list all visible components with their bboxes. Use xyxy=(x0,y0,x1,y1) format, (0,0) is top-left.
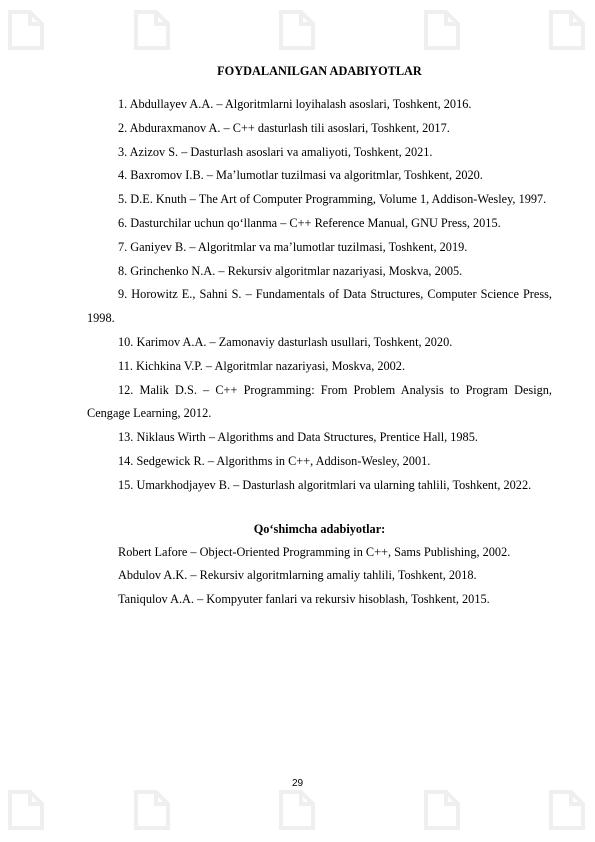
watermark-icon xyxy=(545,790,589,830)
page-number: 29 xyxy=(291,778,304,789)
list-item: 8. Grinchenko N.A. – Rekursiv algoritmlar nazariyasi, Moskva, 2005. xyxy=(118,263,463,278)
list-item: 13. Niklaus Wirth – Algorithms and Data Structures, Prentice Hall, 1985. xyxy=(118,430,478,445)
list-item: 15. Umarkhodjayev B. – Dasturlash algoritmlari va ularning tahlili, Toshkent, 2022. xyxy=(118,477,532,492)
watermark-icon xyxy=(275,790,319,830)
watermark-icon xyxy=(4,790,48,830)
list-item: 6. Dasturchilar uchun qo‘llanma – C++ Reference Manual, GNU Press, 2015. xyxy=(118,215,501,230)
list-item: 9. Horowitz E., Sahni S. – Fundamentals of Data Structures, Computer Science Press, 1998. xyxy=(87,287,552,326)
watermark-icon xyxy=(130,10,174,50)
list-item: Abdulov A.K. – Rekursiv algoritmlarning amaliy tahlili, Toshkent, 2018. xyxy=(118,568,477,583)
watermark-icon xyxy=(4,10,48,50)
list-item: 12. Malik D.S. – C++ Programming: From Problem Analysis to Program Design, Cengage Learning, 2012. xyxy=(87,382,552,421)
reference-list xyxy=(87,93,552,498)
list-item: 1. Abdullayev A.A. – Algoritmlarni loyihalash asoslari, Toshkent, 2016. xyxy=(118,97,472,111)
section-title: Qo‘shimcha adabiyotlar: xyxy=(253,521,386,536)
list-item: 11. Kichkina V.P. – Algoritmlar nazariyasi, Moskva, 2002. xyxy=(118,358,406,373)
list-item: 14. Sedgewick R. – Algorithms in C++, Addison-Wesley, 2001. xyxy=(118,453,431,468)
watermark-icon xyxy=(275,10,319,50)
list-item: 4. Baxromov I.B. – Ma’lumotlar tuzilmasi va algoritmlar, Toshkent, 2020. xyxy=(118,168,483,183)
list-item: 3. Azizov S. – Dasturlash asoslari va amaliyoti, Toshkent, 2021. xyxy=(118,144,433,159)
list-item: Robert Lafore – Object-Oriented Programming in C++, Sams Publishing, 2002. xyxy=(118,544,511,559)
list-item: 7. Ganiyev B. – Algoritmlar va ma’lumotlar tuzilmasi, Toshkent, 2019. xyxy=(118,239,468,254)
watermark-icon xyxy=(130,790,174,830)
document-content xyxy=(87,60,552,612)
list-item: 2. Abduraxmanov A. – C++ dasturlash tili asoslari, Toshkent, 2017. xyxy=(118,120,450,135)
additional-reference-list xyxy=(87,541,552,612)
list-item: 5. D.E. Knuth – The Art of Computer Programming, Volume 1, Addison-Wesley, 1997. xyxy=(118,192,547,207)
watermark-icon xyxy=(545,10,589,50)
list-item: 10. Karimov A.A. – Zamonaviy dasturlash usullari, Toshkent, 2020. xyxy=(118,334,453,349)
watermark-icon xyxy=(420,790,464,830)
page-title: FOYDALANILGAN ADABIYOTLAR xyxy=(217,64,422,78)
watermark-icon xyxy=(420,10,464,50)
list-item: Taniqulov A.A. – Kompyuter fanlari va rekursiv hisoblash, Toshkent, 2015. xyxy=(118,592,490,607)
